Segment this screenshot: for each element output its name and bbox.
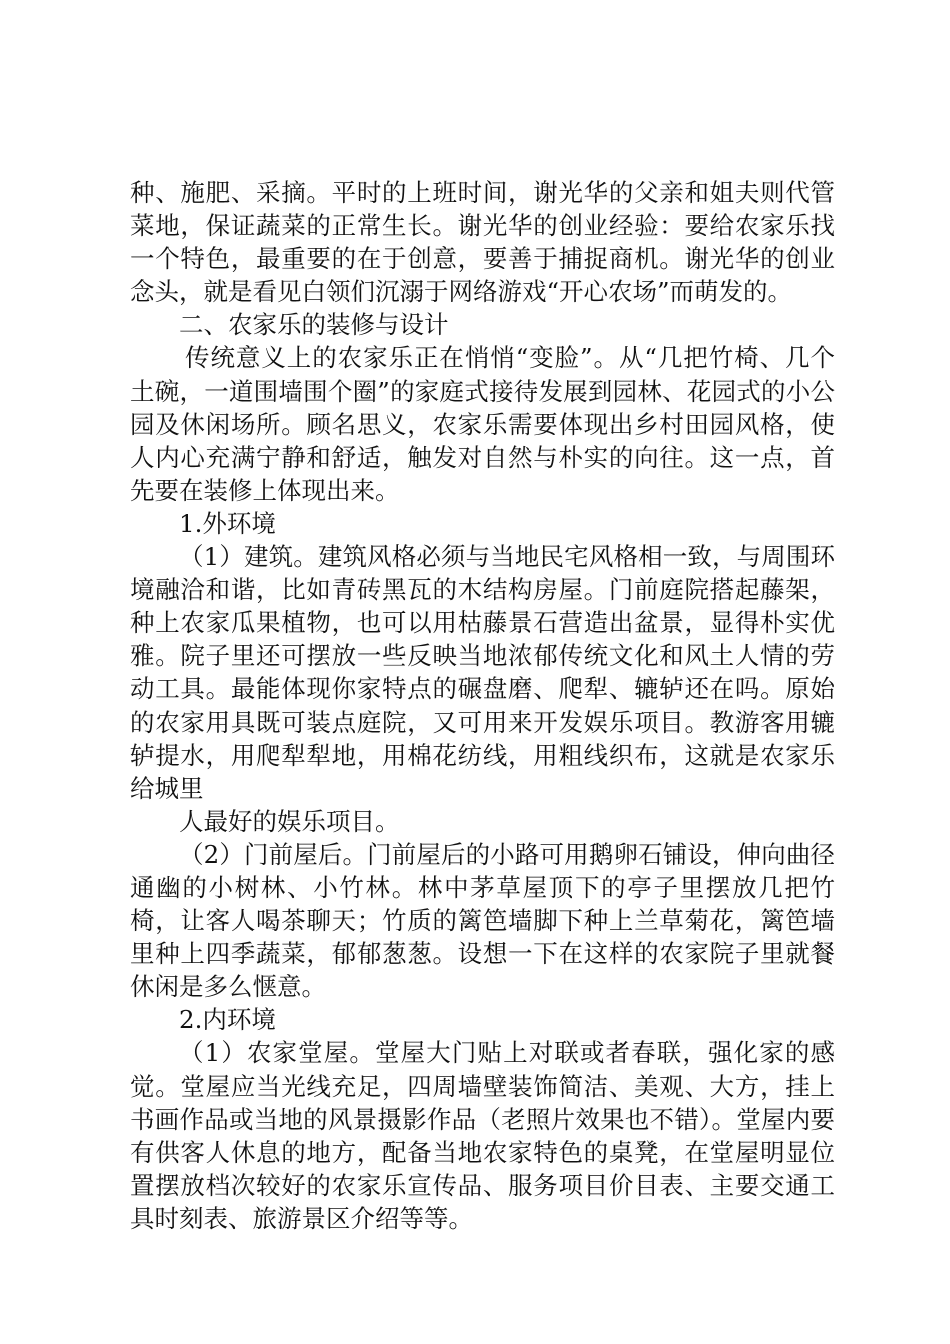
- paragraph: （1）建筑。建筑风格必须与当地民宅风格相一致，与周围环境融洽和谐，比如青砖黑瓦的木结构房屋。门前庭院搭起藤架，种上农家瓜果植物，也可以用枯藤景石营造出盆景，显得朴实优雅。院子里还可摆放一些反映当地浓郁传统文化和风土人情的劳动工具。最能体现你家特点的碾盘磨、爬犁、辘轳还在吗。原始的农家用具既可装点庭院，又可用来开发娱乐项目。教游客用辘轳提水，用爬犁犁地，用棉花纺线，用粗线织布，这就是农家乐给城里: [130, 542, 835, 803]
- subsection-heading: 2.内环境: [179, 1005, 276, 1035]
- paragraph: 人最好的娱乐项目。: [179, 806, 400, 836]
- document-body: [130, 176, 835, 1235]
- paragraph: （2）门前屋后。门前屋后的小路可用鹅卵石铺设，伸向曲径通幽的小树林、小竹林。林中茅草屋顶下的亭子里摆放几把竹椅，让客人喝茶聊天；竹质的篱笆墙脚下种上兰草菊花，篱笆墙里种上四季蔬菜，郁郁葱葱。设想一下在这样的农家院子里就餐休闲是多么惬意。: [130, 839, 835, 1002]
- paragraph: （1）农家堂屋。堂屋大门贴上对联或者春联，强化家的感觉。堂屋应当光线充足，四周墙壁装饰简洁、美观、大方，挂上书画作品或当地的风景摄影作品（老照片效果也不错）。堂屋内要有供客人休息的地方，配备当地农家特色的桌凳，在堂屋明显位置摆放档次较好的农家乐宣传品、服务项目价目表、主要交通工具时刻表、旅游景区介绍等等。: [130, 1038, 835, 1233]
- paragraph: 传统意义上的农家乐正在悄悄“变脸”。从“几把竹椅、几个土碗，一道围墙围个圈”的家庭式接待发展到园林、花园式的小公园及休闲场所。顾名思义，农家乐需要体现出乡村田园风格，使人内心充满宁静和舒适，触发对自然与朴实的向往。这一点，首先要在装修上体现出来。: [130, 343, 835, 505]
- subsection-heading: 1.外环境: [179, 508, 276, 538]
- paragraph-continuation: 种、施肥、采摘。平时的上班时间，谢光华的父亲和姐夫则代管菜地，保证蔬菜的正常生长。谢光华的创业经验：要给农家乐找一个特色，最重要的在于创意，要善于捕捉商机。谢光华的创业念头，就是看见白领们沉溺于网络游戏“开心农场”而萌发的。: [130, 178, 835, 307]
- section-heading: 二、农家乐的装修与设计: [179, 310, 449, 340]
